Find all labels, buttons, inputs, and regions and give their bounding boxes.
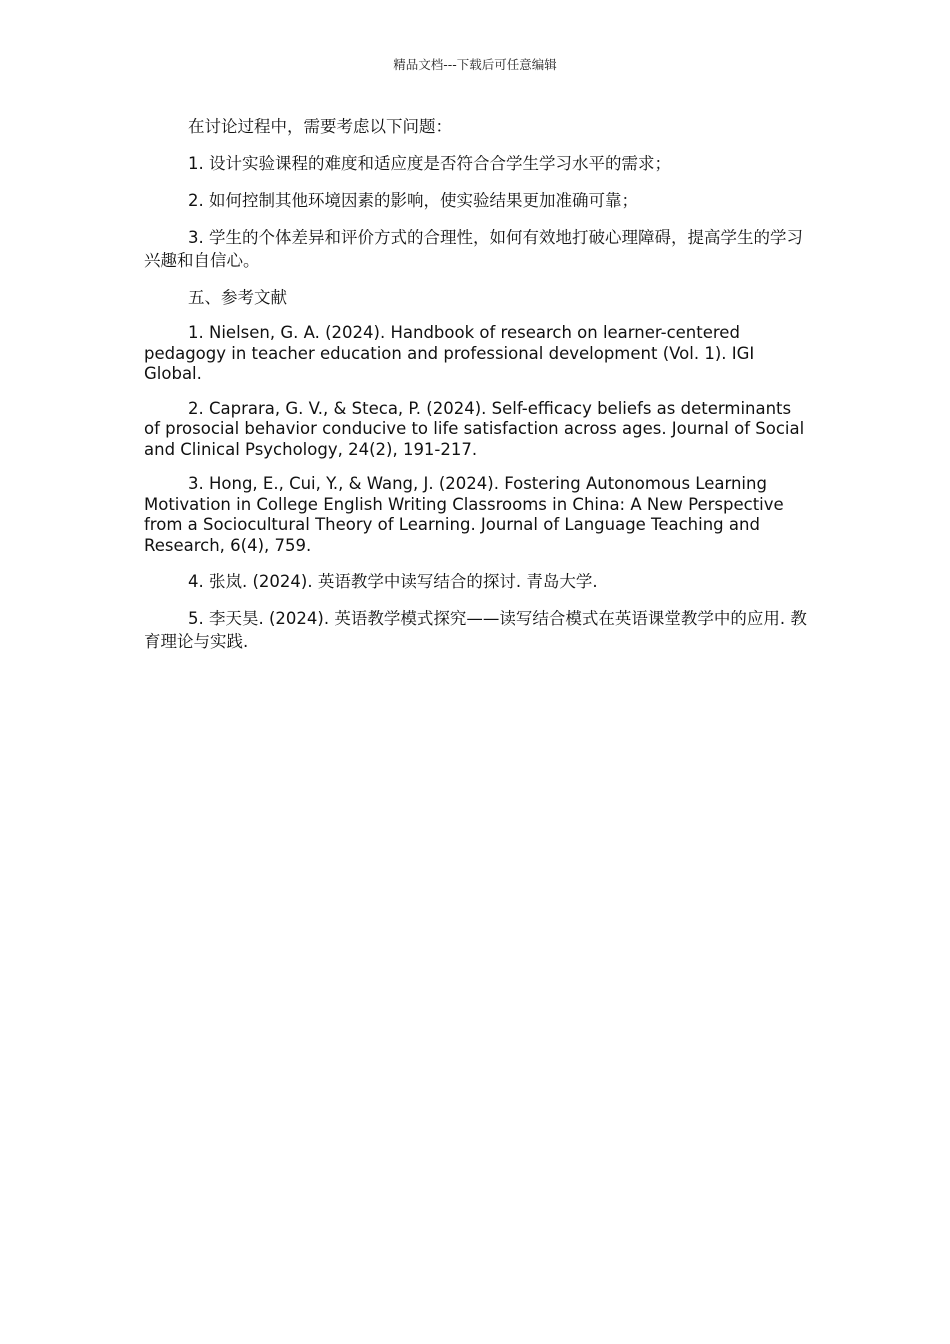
reference-1-paragraph: 1. Nielsen, G. A. (2024). Handbook of research on learner-centered pedagogy in teacher education and professional development (Vol. 1). IGI Global. [144, 323, 755, 383]
question-3-paragraph: 3. 学生的个体差异和评价方式的合理性，如何有效地打破心理障碍，提高学生的学习兴趣和自信心。 [144, 228, 803, 270]
question-1-paragraph: 1. 设计实验课程的难度和适应度是否符合合学生学习水平的需求； [188, 154, 671, 173]
document-body [144, 115, 808, 667]
discussion-intro-paragraph: 在讨论过程中，需要考虑以下问题： [188, 117, 452, 136]
reference-4-paragraph: 4. 张岚. (2024). 英语教学中读写结合的探讨. 青岛大学. [188, 572, 598, 591]
question-2-paragraph: 2. 如何控制其他环境因素的影响，使实验结果更加准确可靠； [188, 191, 638, 210]
reference-5-paragraph: 5. 李天昊. (2024). 英语教学模式探究——读写结合模式在英语课堂教学中的应用. 教育理论与实践. [144, 609, 807, 651]
reference-3-paragraph: 3. Hong, E., Cui, Y., & Wang, J. (2024). Fostering Autonomous Learning Motivation in College English Writing Classrooms in China: A New Perspective from a Sociocultural Theory of Learning. Journal of Language Teaching and Research, 6(4), 759. [144, 474, 784, 555]
page-header: 精品文档---下载后可任意编辑 [393, 57, 557, 72]
reference-2-paragraph: 2. Caprara, G. V., & Steca, P. (2024). Self-efficacy beliefs as determinants of prosocial behavior conducive to life satisfaction across ages. Journal of Social and Clinical Psychology, 24(2), 191-217. [144, 398, 805, 459]
references-section-heading: 五、参考文献 [188, 288, 287, 307]
